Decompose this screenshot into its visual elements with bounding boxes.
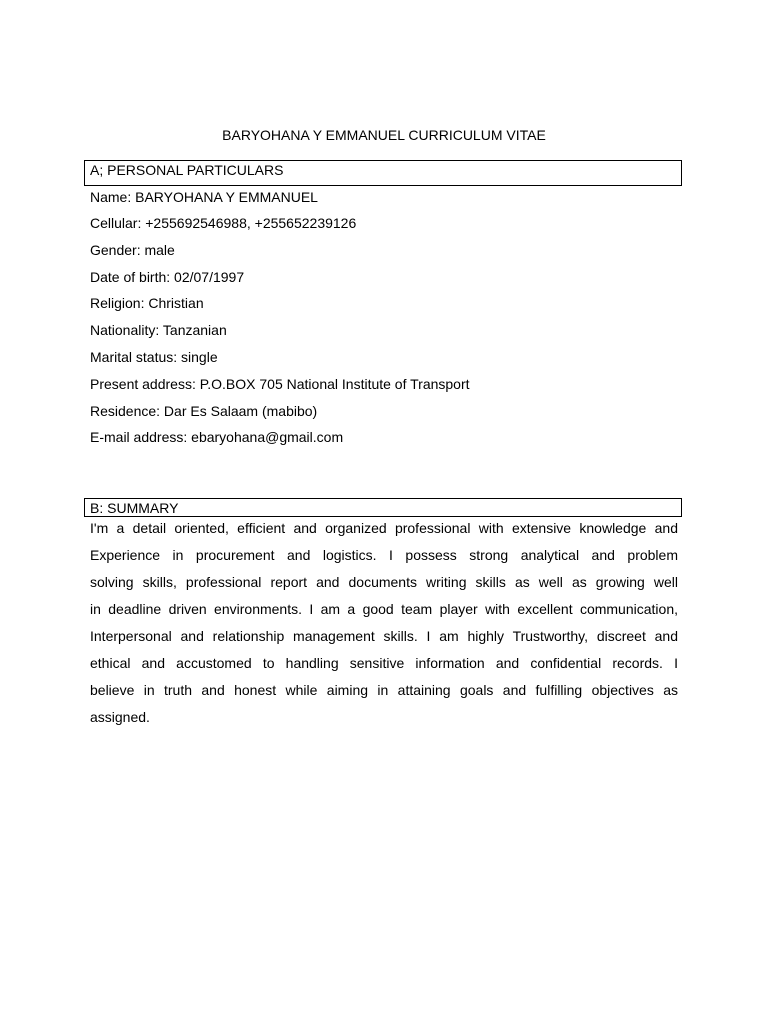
field-label: Gender	[90, 242, 137, 258]
field-label: Nationality:	[90, 322, 160, 338]
summary-line: Experience in procurement and logistics. I possess strong analytical and problem	[90, 547, 678, 563]
field-value: Tanzanian	[159, 322, 227, 338]
field-residence	[90, 402, 317, 420]
document-title: BARYOHANA Y EMMANUEL CURRICULUM VITAE	[222, 127, 546, 143]
field-email	[90, 428, 343, 446]
summary-paragraph	[90, 515, 678, 731]
field-label: E-mail address:	[90, 429, 188, 445]
personal-particulars-heading: A; PERSONAL PARTICULARS	[84, 160, 682, 186]
field-marital-status	[90, 348, 218, 366]
field-present-address	[90, 375, 470, 393]
summary-line: Interpersonal and relationship management skills. I am highly Trustworthy, discreet and	[90, 628, 678, 644]
field-label: Religion:	[90, 295, 145, 311]
field-value: : male	[136, 242, 175, 258]
field-label: Present address:	[90, 376, 196, 392]
field-value: BARYOHANA Y EMMANUEL	[131, 189, 318, 205]
field-name	[90, 188, 318, 206]
field-value: ebaryohana@gmail.com	[187, 429, 344, 445]
field-religion	[90, 294, 204, 312]
field-value: Christian	[144, 295, 204, 311]
summary-line: solving skills, professional report and documents writing skills as well as growing well	[90, 574, 678, 590]
field-cellular	[90, 214, 356, 232]
field-gender	[90, 241, 175, 259]
field-nationality	[90, 321, 227, 339]
field-value: +255692546988, +255652239126	[141, 215, 357, 231]
field-label: Name:	[90, 189, 132, 205]
summary-line: ethical and accustomed to handling sensitive information and confidential records. I	[90, 655, 678, 671]
field-label: Marital status	[90, 349, 174, 365]
summary-line: I'm a detail oriented, efficient and organized professional with extensive knowledge and	[90, 520, 678, 536]
field-value: : single	[173, 349, 218, 365]
field-value: Dar Es Salaam (mabibo)	[160, 403, 318, 419]
summary-line: believe in truth and honest while aiming in attaining goals and fulfilling objectives as	[90, 682, 678, 698]
field-date-of-birth	[90, 268, 244, 286]
summary-line: in deadline driven environments. I am a good team player with excellent communication,	[90, 601, 678, 617]
summary-heading: B: SUMMARY	[84, 498, 682, 517]
field-label: Date of birth	[90, 269, 167, 285]
field-label: Cellular:	[90, 215, 142, 231]
summary-line: assigned.	[90, 709, 150, 725]
field-label: Residence:	[90, 403, 161, 419]
field-value: : 02/07/1997	[166, 269, 245, 285]
field-value: P.O.BOX 705 National Institute of Transport	[195, 376, 470, 392]
